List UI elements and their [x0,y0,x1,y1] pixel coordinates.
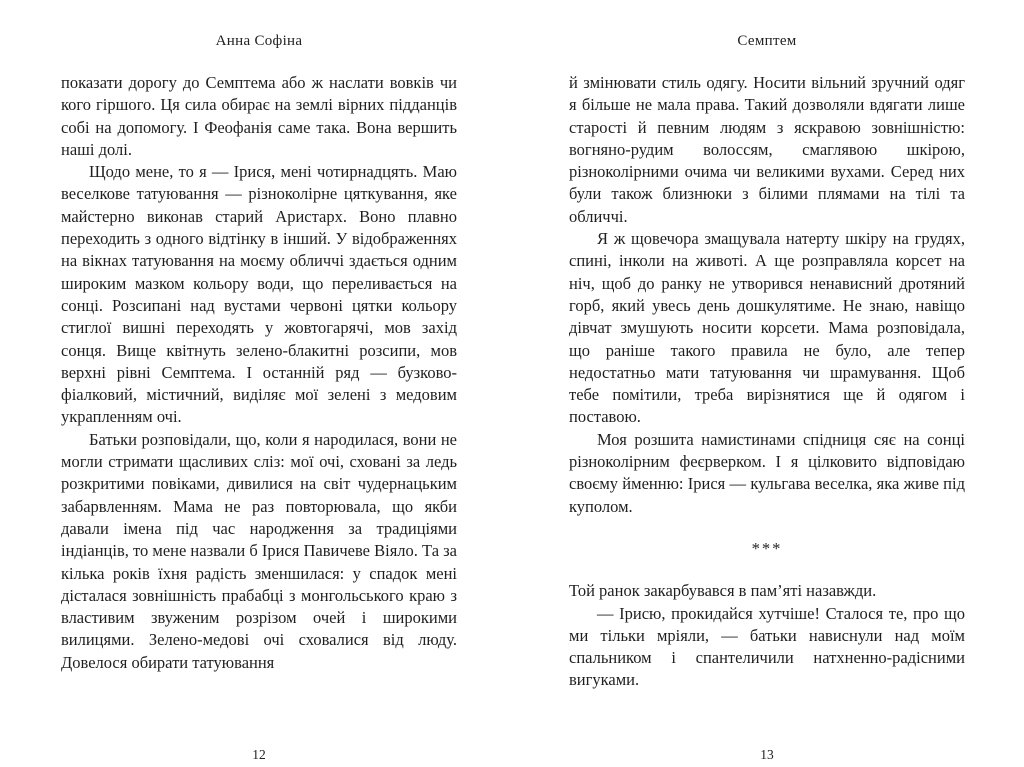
section-separator: *** [751,538,783,558]
page-right [569,0,965,767]
paragraph: й змінювати стиль одягу. Носити вільний зручний одяг я більше не мала права. Такий дозволяли вдягати лише старості й певним людям з яскравою зовнішністю: вогняно-рудим волоссям, смаглявою шкірою, різноколірними очима чи великими вухами. Серед них були також близнюки з білими плямами на тілі та обличчі. [569,73,965,226]
page-number-right: 13 [760,747,774,762]
paragraph: — Ірисю, прокидайся хутчіше! Сталося те, про що ми тільки мріяли, — батьки нависнули над моїм спальником і спантеличили натхненно-радісними вигуками. [569,603,965,690]
page-left-text [61,72,457,674]
paragraph: Щодо мене, то я — Ірися, мені чотирнадцять. Маю веселкове татуювання — різноколірне цяткування, яке майстерно виконав старий Аристарх. Воно плавно переходить з одного відтінку в інший. У відображеннях на вікнах татуювання на моєму обличчі здається одним широким мазком кольору води, що переливається на сонці. Розсипані над вустами червоні цятки кольору стиглої вишні переходять у жовтогарячі, мов захід сонця. Вище квітнуть зелено-блакитні розсипи, мов верхні рівні Семптема. І останній ряд — бузково-фіалковий, містичний, виділяє мої зелені з медовим украпленням очі. [61,162,457,427]
running-header-title: Семптем [737,33,797,49]
running-header-author: Анна Софіна [215,33,303,49]
page-number-left: 12 [252,747,266,762]
paragraph: Я ж щовечора змащувала натерту шкіру на грудях, спині, інколи на животі. А ще розправляла корсет на ніч, щоб до ранку не утворився ненависний дротяний горб, який увесь день дошкулятиме. Не знаю, навіщо дівчат змушують носити корсети. Мама розповідала, що раніше такого правила не було, але тепер недостатньо мати татуювання чи шрамування. Щоб тебе помітили, треба вирізнятися ще й одягом і поставою. [569,229,965,427]
page-right-text [569,72,965,692]
paragraph: Той ранок закарбувався в пам’яті назавжди. [569,581,877,601]
paragraph: Моя розшита намистинами спідниця сяє на сонці різноколірним феєрверком. І я цілковито відповідаю своєму йменню: Ірися — кульгава веселка, яка живе під куполом. [569,429,965,516]
paragraph: Батьки розповідали, що, коли я народилася, вони не могли стримати щасливих сліз: мої очі, сховані за ледь розкритими повіками, дивилися на світ чудернацьким забарвленням. Мама не раз повторювала, що якби давали імена під час народження за традиціями індіанців, то мене назвали б Ірися Павичеве Віяло. Та за кілька років їхня радість зменшилася: у спадок мені дісталася зовнішність прабабці з монгольського краю з властивим звуженим розрізом очей і широкими вилицями. Зелено-медові очі сховалися від люду. Довелося обирати татуювання [61,429,457,672]
page-left [61,0,457,767]
paragraph: показати дорогу до Семптема або ж наслати вовків чи кого гіршого. Ця сила обирає на землі вірних підданців собі на допомогу. І Феофанія саме така. Вона вершить наші долі. [61,73,457,159]
